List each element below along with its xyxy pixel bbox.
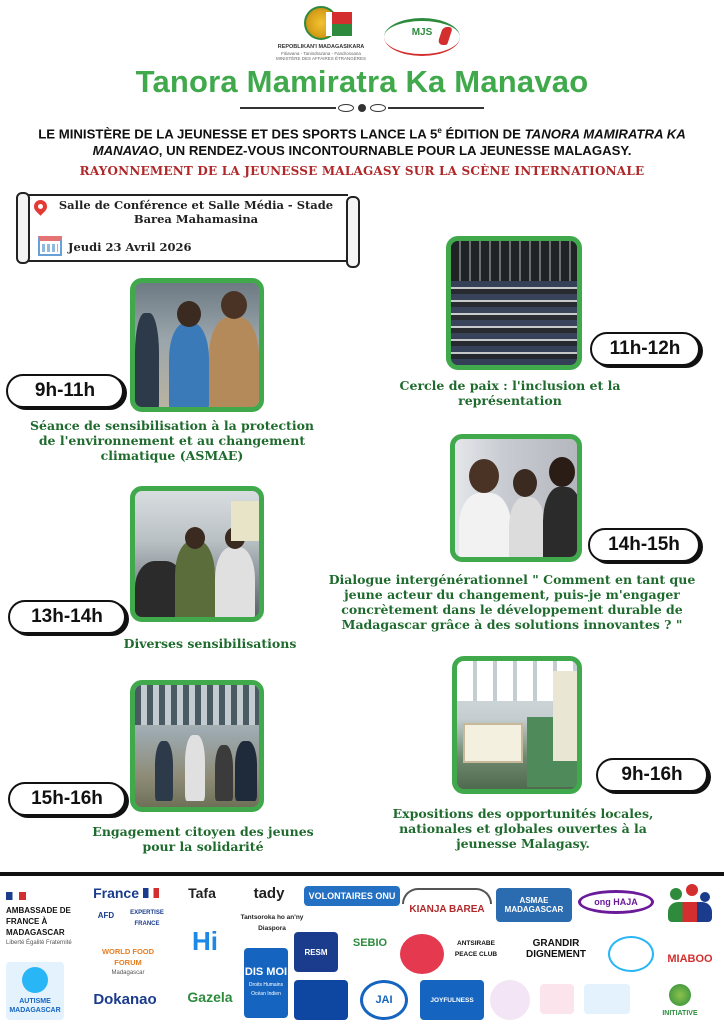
session-caption-1: Séance de sensibilisation à la protection de l'environnement et au changement climatique (ASMAE) — [29, 418, 314, 463]
ambassade-logo — [6, 892, 86, 949]
afd-logo: AFD — [97, 911, 115, 920]
hi-logo: Hi — [192, 926, 218, 956]
club-logo — [540, 984, 574, 1014]
tree-icon — [669, 984, 691, 1006]
voice-logo — [584, 984, 630, 1014]
onu-logo: VOLONTAIRES ONU — [304, 886, 400, 906]
session-caption-6: Expositions des opportunités locales, nationales et globales ouvertes à la jeunesse Malagasy. — [392, 806, 654, 851]
france-logo — [86, 885, 166, 901]
haja-logo: ong HAJA — [578, 890, 654, 914]
session-caption-5: Engagement citoyen des jeunes pour la solidarité — [92, 824, 314, 854]
ove-logo — [608, 936, 654, 972]
session-photo-5 — [130, 680, 264, 812]
event-subtitle: RAYONNEMENT DE LA JEUNESSE MALAGASY SUR LA SCÈNE INTERNATIONALE — [79, 164, 645, 178]
katemaloli-logo — [400, 934, 444, 974]
antsirabe-peace-club-logo: ANTSIRABE PEACE CLUB — [454, 940, 498, 958]
kianja-barea-logo — [402, 888, 492, 915]
france-flag-icon — [143, 888, 159, 898]
venue-location: Salle de Conférence et Salle Média - Stade Barea Mahamasina — [58, 198, 334, 226]
resm-logo: RESM — [294, 932, 338, 972]
session-photo-1 — [130, 278, 264, 412]
family-icon — [664, 884, 716, 926]
university-logo — [294, 980, 348, 1020]
ambassade-text: AMBASSADE DE FRANCE À MADAGASCAR — [6, 906, 71, 937]
session-time-4: 14h-15h — [588, 528, 700, 562]
scroll-curl-right-icon — [346, 196, 360, 268]
divider-ornament-icon — [240, 102, 484, 114]
session-photo-3 — [130, 486, 264, 622]
dis-moi-sub: Droits Humains Océan Indien — [248, 981, 284, 997]
france-text: France — [93, 885, 140, 901]
session-time-5: 15h-16h — [8, 782, 126, 816]
joyfulness-logo: JOYFULNESS — [420, 980, 484, 1020]
government-logo — [268, 6, 374, 61]
gazela-logo: Gazela — [187, 989, 233, 1005]
miaboo-logo: MIABOO — [667, 953, 713, 965]
partners-footer — [0, 872, 724, 1024]
event-date: Jeudi 23 Avril 2026 — [68, 240, 192, 254]
french-flag-icon — [6, 892, 26, 900]
venue-scroll — [16, 192, 360, 268]
mjs-logo-text: MJS — [411, 27, 433, 38]
scroll-curl-left-icon — [16, 192, 30, 264]
autisme-icon — [22, 967, 48, 993]
session-caption-4: Dialogue intergénérationnel " Comment en tant que jeune acteur du changement, puis-je m'engager concrètement dans le développement durable de Madagascar grâce à des solutions innovantes ? " — [328, 572, 696, 632]
intro-text: LE MINISTÈRE DE LA JEUNESSE ET DES SPORTS LANCE LA 5e ÉDITION DE TANORA MAMIRATRA KA MANAVAO, UN RENDEZ-VOUS INCONTOURNABLE POUR LA JEUNESSE MALAGASY. — [38, 126, 686, 159]
session-photo-6 — [452, 656, 582, 794]
autisme-text: AUTISME MADAGASCAR — [9, 998, 61, 1014]
expertise-france-logo: EXPERTISE FRANCE — [130, 910, 164, 927]
session-caption-3: Diverses sensibilisations — [123, 636, 297, 651]
jai-logo: JAI — [360, 980, 408, 1020]
gov-logo-line1: REPOBLIKAN'I MADAGASIKARA — [277, 44, 365, 50]
tafa-logo: Tafa — [188, 885, 216, 901]
bulb-logo — [490, 980, 530, 1020]
session-time-2: 11h-12h — [590, 332, 700, 366]
world-food-forum-sub: Madagascar — [111, 970, 145, 976]
initiative-logo — [650, 984, 710, 1019]
session-caption-2: Cercle de paix : l'inclusion et la représentation — [399, 378, 621, 408]
session-time-1: 9h-11h — [6, 374, 124, 408]
dis-moi-logo — [244, 948, 288, 1018]
autisme-madagascar-logo — [6, 962, 64, 1020]
sebio-logo: SEBIO — [352, 937, 388, 949]
ambassade-motto: Liberté Égalité Fraternité — [6, 940, 72, 946]
world-food-forum-logo — [88, 946, 168, 979]
grandir-dignement-logo: GRANDIR DIGNEMENT — [526, 938, 586, 960]
madagascar-seal-icon — [304, 6, 338, 40]
tady-logo: tady — [253, 885, 285, 902]
page-title: Tanora Mamiratra Ka Manavao — [135, 64, 589, 99]
tady-subtitle: Tantsoroka ho an'ny Diaspora — [240, 914, 304, 932]
asmae-logo: ASMAE MADAGASCAR — [496, 888, 572, 922]
session-time-3: 13h-14h — [8, 600, 126, 634]
calendar-icon — [38, 236, 62, 256]
dis-moi-text: DIS MOI — [244, 965, 288, 978]
kianja-barea-text: KIANJA BAREA — [409, 904, 485, 915]
dokanao-logo: Dokanao — [93, 991, 157, 1008]
initiative-text: INITIATIVE — [662, 1010, 698, 1017]
session-time-6: 9h-16h — [596, 758, 708, 792]
gov-logo-line3: MINISTÈRE DES AFFAIRES ÉTRANGÈRES — [275, 56, 367, 61]
mjs-logo — [384, 18, 460, 56]
gov-logo-line2: Fitiavana - Tanindrazana - Fandrosoana — [281, 51, 361, 56]
session-photo-2 — [446, 236, 582, 370]
world-food-forum-text: WORLD FOOD FORUM — [101, 947, 155, 967]
session-photo-4 — [450, 434, 582, 562]
